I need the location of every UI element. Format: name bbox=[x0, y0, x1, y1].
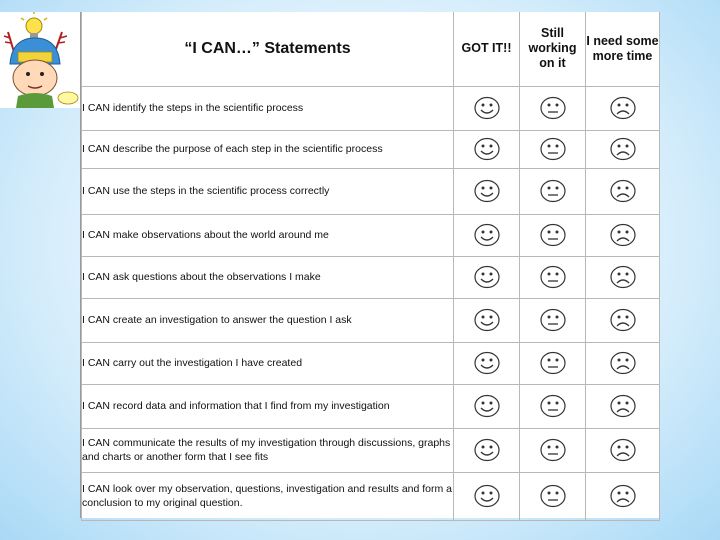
smiley-face-icon[interactable] bbox=[473, 484, 501, 508]
i-can-worksheet bbox=[80, 12, 659, 518]
page-title: “I CAN…” Statements bbox=[82, 12, 454, 86]
neutral-face-icon[interactable] bbox=[539, 265, 567, 289]
statement-text: I CAN make observations about the world around me bbox=[82, 214, 454, 256]
frown-face-icon[interactable] bbox=[609, 223, 637, 247]
frown-face-icon[interactable] bbox=[609, 137, 637, 161]
still-working-cell[interactable] bbox=[520, 298, 586, 342]
smiley-face-icon[interactable] bbox=[473, 265, 501, 289]
statement-row bbox=[82, 428, 660, 472]
smiley-face-icon[interactable] bbox=[473, 308, 501, 332]
statement-text: I CAN create an investigation to answer the question I ask bbox=[82, 298, 454, 342]
got-it-cell[interactable] bbox=[454, 342, 520, 384]
statement-text: I CAN identify the steps in the scientific process bbox=[82, 86, 454, 130]
statement-text: I CAN record data and information that I find from my investigation bbox=[82, 384, 454, 428]
statement-row bbox=[82, 86, 660, 130]
need-time-cell[interactable] bbox=[586, 130, 660, 168]
neutral-face-icon[interactable] bbox=[539, 351, 567, 375]
need-time-cell[interactable] bbox=[586, 472, 660, 520]
neutral-face-icon[interactable] bbox=[539, 438, 567, 462]
got-it-cell[interactable] bbox=[454, 256, 520, 298]
neutral-face-icon[interactable] bbox=[539, 394, 567, 418]
smiley-face-icon[interactable] bbox=[473, 351, 501, 375]
got-it-cell[interactable] bbox=[454, 472, 520, 520]
statement-text: I CAN carry out the investigation I have created bbox=[82, 342, 454, 384]
statement-row bbox=[82, 168, 660, 214]
statement-text: I CAN communicate the results of my investigation through discussions, graphs and charts or another form that I see fits bbox=[82, 428, 454, 472]
need-time-cell[interactable] bbox=[586, 342, 660, 384]
smiley-face-icon[interactable] bbox=[473, 137, 501, 161]
need-time-cell[interactable] bbox=[586, 256, 660, 298]
statement-row bbox=[82, 472, 660, 520]
frown-face-icon[interactable] bbox=[609, 96, 637, 120]
frown-face-icon[interactable] bbox=[609, 484, 637, 508]
smiley-face-icon[interactable] bbox=[473, 394, 501, 418]
statement-text: I CAN use the steps in the scientific process correctly bbox=[82, 168, 454, 214]
got-it-cell[interactable] bbox=[454, 298, 520, 342]
still-working-cell[interactable] bbox=[520, 342, 586, 384]
smiley-face-icon[interactable] bbox=[473, 223, 501, 247]
frown-face-icon[interactable] bbox=[609, 438, 637, 462]
statement-row bbox=[82, 342, 660, 384]
still-working-cell[interactable] bbox=[520, 428, 586, 472]
smiley-face-icon[interactable] bbox=[473, 96, 501, 120]
got-it-cell[interactable] bbox=[454, 428, 520, 472]
need-time-cell[interactable] bbox=[586, 86, 660, 130]
smiley-face-icon[interactable] bbox=[473, 179, 501, 203]
frown-face-icon[interactable] bbox=[609, 308, 637, 332]
need-time-cell[interactable] bbox=[586, 214, 660, 256]
still-working-cell[interactable] bbox=[520, 256, 586, 298]
neutral-face-icon[interactable] bbox=[539, 137, 567, 161]
need-time-cell[interactable] bbox=[586, 384, 660, 428]
statement-row bbox=[82, 256, 660, 298]
logo bbox=[0, 12, 82, 108]
still-working-cell[interactable] bbox=[520, 472, 586, 520]
smiley-face-icon[interactable] bbox=[473, 438, 501, 462]
statement-row bbox=[82, 298, 660, 342]
statement-row bbox=[82, 384, 660, 428]
neutral-face-icon[interactable] bbox=[539, 484, 567, 508]
need-time-cell[interactable] bbox=[586, 298, 660, 342]
i-can-table bbox=[81, 12, 660, 521]
need-time-cell[interactable] bbox=[586, 168, 660, 214]
neutral-face-icon[interactable] bbox=[539, 223, 567, 247]
neutral-face-icon[interactable] bbox=[539, 179, 567, 203]
neutral-face-icon[interactable] bbox=[539, 96, 567, 120]
column-header-still-working: Still working on it bbox=[520, 12, 586, 86]
statement-row bbox=[82, 214, 660, 256]
still-working-cell[interactable] bbox=[520, 86, 586, 130]
need-time-cell[interactable] bbox=[586, 428, 660, 472]
statement-row bbox=[82, 130, 660, 168]
still-working-cell[interactable] bbox=[520, 168, 586, 214]
frown-face-icon[interactable] bbox=[609, 351, 637, 375]
neutral-face-icon[interactable] bbox=[539, 308, 567, 332]
statement-text: I CAN look over my observation, questions, investigation and results and form a conclusion to my original question. bbox=[82, 472, 454, 520]
got-it-cell[interactable] bbox=[454, 384, 520, 428]
kid-thinking-lightbulb-icon bbox=[0, 12, 82, 108]
got-it-cell[interactable] bbox=[454, 86, 520, 130]
statement-text: I CAN ask questions about the observations I make bbox=[82, 256, 454, 298]
frown-face-icon[interactable] bbox=[609, 265, 637, 289]
header-row bbox=[82, 12, 660, 86]
got-it-cell[interactable] bbox=[454, 130, 520, 168]
column-header-got-it: GOT IT!! bbox=[454, 12, 520, 86]
got-it-cell[interactable] bbox=[454, 168, 520, 214]
got-it-cell[interactable] bbox=[454, 214, 520, 256]
frown-face-icon[interactable] bbox=[609, 394, 637, 418]
column-header-need-time: I need some more time bbox=[586, 12, 660, 86]
frown-face-icon[interactable] bbox=[609, 179, 637, 203]
still-working-cell[interactable] bbox=[520, 214, 586, 256]
still-working-cell[interactable] bbox=[520, 384, 586, 428]
still-working-cell[interactable] bbox=[520, 130, 586, 168]
statement-text: I CAN describe the purpose of each step in the scientific process bbox=[82, 130, 454, 168]
